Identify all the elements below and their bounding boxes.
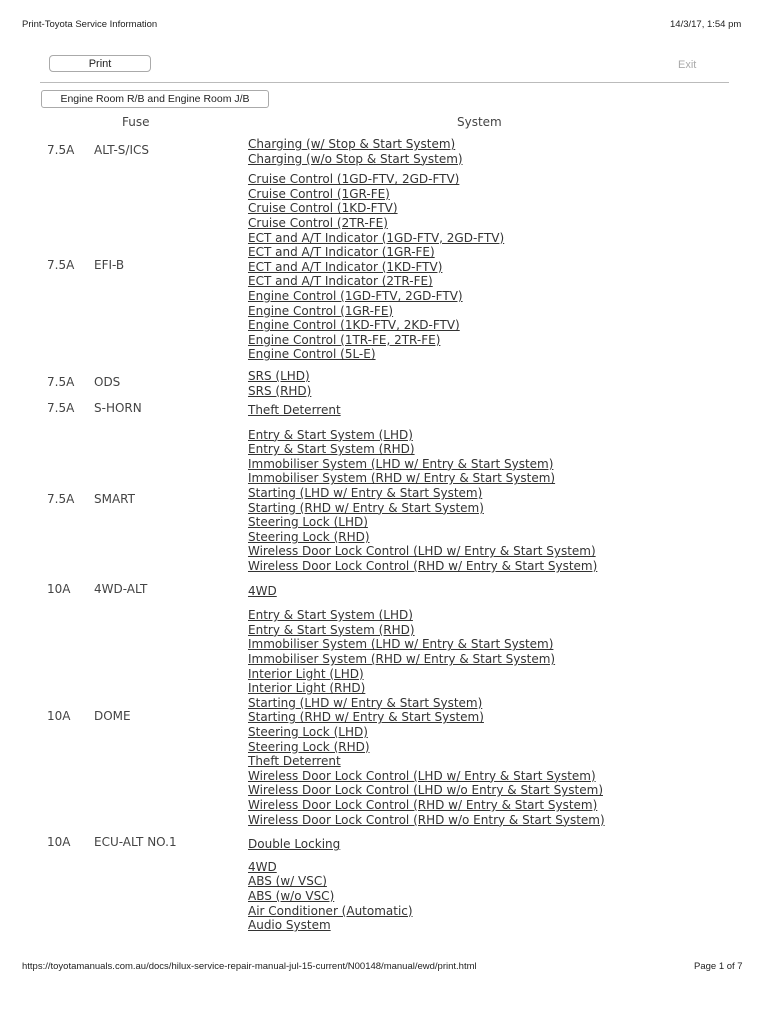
section-selector-button[interactable]: Engine Room R/B and Engine Room J/B	[41, 90, 269, 108]
system-link[interactable]: Interior Light (RHD)	[248, 681, 366, 696]
system-list	[248, 584, 768, 599]
page-header-title: Print-Toyota Service Information	[22, 19, 158, 30]
system-link[interactable]: Wireless Door Lock Control (RHD w/ Entry & Start System)	[248, 797, 598, 812]
fuse-amperage: 7.5A	[47, 401, 75, 416]
page-footer-url: https://toyotamanuals.com.au/docs/hilux-service-repair-manual-jul-15-current/N00148/manual/ewd/print.html	[22, 961, 477, 972]
system-link[interactable]: Cruise Control (1KD-FTV)	[248, 201, 398, 216]
fuse-row	[0, 837, 768, 852]
fuse-amperage: 7.5A	[47, 142, 75, 157]
page-header-datetime: 14/3/17, 1:54 pm	[670, 19, 742, 30]
fuse-row	[0, 860, 768, 933]
system-link[interactable]: ECT and A/T Indicator (2TR-FE)	[248, 274, 433, 289]
system-link[interactable]: Wireless Door Lock Control (LHD w/o Entry & Start System)	[248, 783, 603, 798]
system-link[interactable]: Engine Control (1TR-FE, 2TR-FE)	[248, 332, 441, 347]
column-header-system: System	[457, 115, 502, 129]
system-link[interactable]: Theft Deterrent	[248, 403, 341, 418]
system-link[interactable]: Immobiliser System (LHD w/ Entry & Start System)	[248, 456, 554, 471]
system-link[interactable]: ECT and A/T Indicator (1GD-FTV, 2GD-FTV)	[248, 230, 505, 245]
fuse-amperage: 10A	[47, 581, 71, 596]
fuse-row	[0, 608, 768, 827]
fuse-row	[0, 172, 768, 362]
fuse-name: 4WD-ALT	[94, 581, 148, 596]
page-footer-page-number: Page 1 of 7	[694, 961, 743, 972]
system-link[interactable]: Entry & Start System (LHD)	[248, 608, 413, 623]
system-list	[248, 172, 768, 362]
system-link[interactable]: Charging (w/ Stop & Start System)	[248, 137, 456, 151]
fuse-amperage: 10A	[47, 835, 71, 850]
system-link[interactable]: Interior Light (LHD)	[248, 666, 364, 681]
column-header-fuse: Fuse	[122, 115, 150, 129]
fuse-name: SMART	[94, 491, 135, 506]
system-link[interactable]: 4WD	[248, 583, 277, 598]
print-button[interactable]: Print	[49, 55, 151, 72]
system-link[interactable]: Immobiliser System (RHD w/ Entry & Start System)	[248, 652, 556, 666]
system-list	[248, 837, 768, 852]
fuse-table	[0, 137, 768, 933]
system-link[interactable]: Engine Control (5L-E)	[248, 347, 376, 362]
system-link[interactable]: Starting (RHD w/ Entry & Start System)	[248, 500, 484, 515]
fuse-row	[0, 369, 768, 398]
system-link[interactable]: ECT and A/T Indicator (1GR-FE)	[248, 245, 435, 260]
system-link[interactable]: Starting (RHD w/ Entry & Start System)	[248, 710, 484, 725]
fuse-name: EFI-B	[94, 258, 125, 273]
system-link[interactable]: Steering Lock (LHD)	[248, 724, 368, 739]
fuse-row	[0, 137, 768, 166]
fuse-amperage: 7.5A	[47, 374, 75, 389]
system-list	[248, 428, 768, 574]
toolbar-divider	[40, 82, 729, 83]
system-link[interactable]: SRS (LHD)	[248, 368, 310, 383]
fuse-amperage: 7.5A	[47, 258, 75, 273]
system-link[interactable]: ABS (w/o VSC)	[248, 888, 335, 903]
system-link[interactable]: Steering Lock (LHD)	[248, 515, 368, 530]
fuse-name: S-HORN	[94, 401, 142, 416]
fuse-name: ALT-S/ICS	[94, 142, 149, 157]
exit-link[interactable]: Exit	[678, 59, 697, 71]
fuse-row	[0, 428, 768, 574]
system-list	[248, 608, 768, 827]
system-link[interactable]: Cruise Control (1GD-FTV, 2GD-FTV)	[248, 172, 460, 187]
fuse-amperage: 10A	[47, 708, 71, 723]
fuse-name: DOME	[94, 708, 131, 723]
system-link[interactable]: Engine Control (1GD-FTV, 2GD-FTV)	[248, 288, 463, 303]
system-link[interactable]: Wireless Door Lock Control (RHD w/o Entry & Start System)	[248, 812, 605, 827]
system-link[interactable]: Engine Control (1KD-FTV, 2KD-FTV)	[248, 318, 460, 333]
system-link[interactable]: Air Conditioner (Automatic)	[248, 903, 413, 918]
system-link[interactable]: Steering Lock (RHD)	[248, 529, 370, 544]
system-list	[248, 137, 768, 166]
system-link[interactable]: Starting (LHD w/ Entry & Start System)	[248, 695, 483, 710]
system-link[interactable]: Entry & Start System (LHD)	[248, 427, 413, 442]
fuse-name: ECU-ALT NO.1	[94, 835, 177, 850]
system-link[interactable]: Steering Lock (RHD)	[248, 739, 370, 754]
fuse-row	[0, 581, 768, 599]
system-list	[248, 369, 768, 398]
system-list	[248, 860, 768, 933]
system-link[interactable]: Immobiliser System (RHD w/ Entry & Start System)	[248, 471, 556, 486]
system-link[interactable]: ECT and A/T Indicator (1KD-FTV)	[248, 259, 443, 274]
system-link[interactable]: Double Locking	[248, 837, 341, 852]
fuse-name: ODS	[94, 374, 121, 389]
system-link[interactable]: SRS (RHD)	[248, 383, 312, 398]
system-link[interactable]: ABS (w/ VSC)	[248, 874, 327, 889]
system-link[interactable]: Immobiliser System (LHD w/ Entry & Start System)	[248, 637, 554, 652]
system-link[interactable]: Wireless Door Lock Control (RHD w/ Entry & Start System)	[248, 559, 598, 574]
system-link[interactable]: Charging (w/o Stop & Start System)	[248, 151, 463, 166]
fuse-amperage: 7.5A	[47, 491, 75, 506]
system-link[interactable]: Theft Deterrent	[248, 754, 341, 769]
system-link[interactable]: Cruise Control (1GR-FE)	[248, 186, 390, 201]
system-link[interactable]: Wireless Door Lock Control (LHD w/ Entry & Start System)	[248, 544, 596, 559]
system-link[interactable]: Starting (LHD w/ Entry & Start System)	[248, 486, 483, 501]
fuse-row	[0, 403, 768, 418]
system-link[interactable]: Engine Control (1GR-FE)	[248, 303, 394, 318]
system-link[interactable]: Entry & Start System (RHD)	[248, 442, 415, 457]
system-list	[248, 403, 768, 418]
system-link[interactable]: Entry & Start System (RHD)	[248, 622, 415, 637]
system-link[interactable]: Wireless Door Lock Control (LHD w/ Entry & Start System)	[248, 768, 596, 783]
system-link[interactable]: Audio System	[248, 918, 331, 933]
system-link[interactable]: Cruise Control (2TR-FE)	[248, 215, 388, 230]
system-link[interactable]: 4WD	[248, 859, 277, 874]
